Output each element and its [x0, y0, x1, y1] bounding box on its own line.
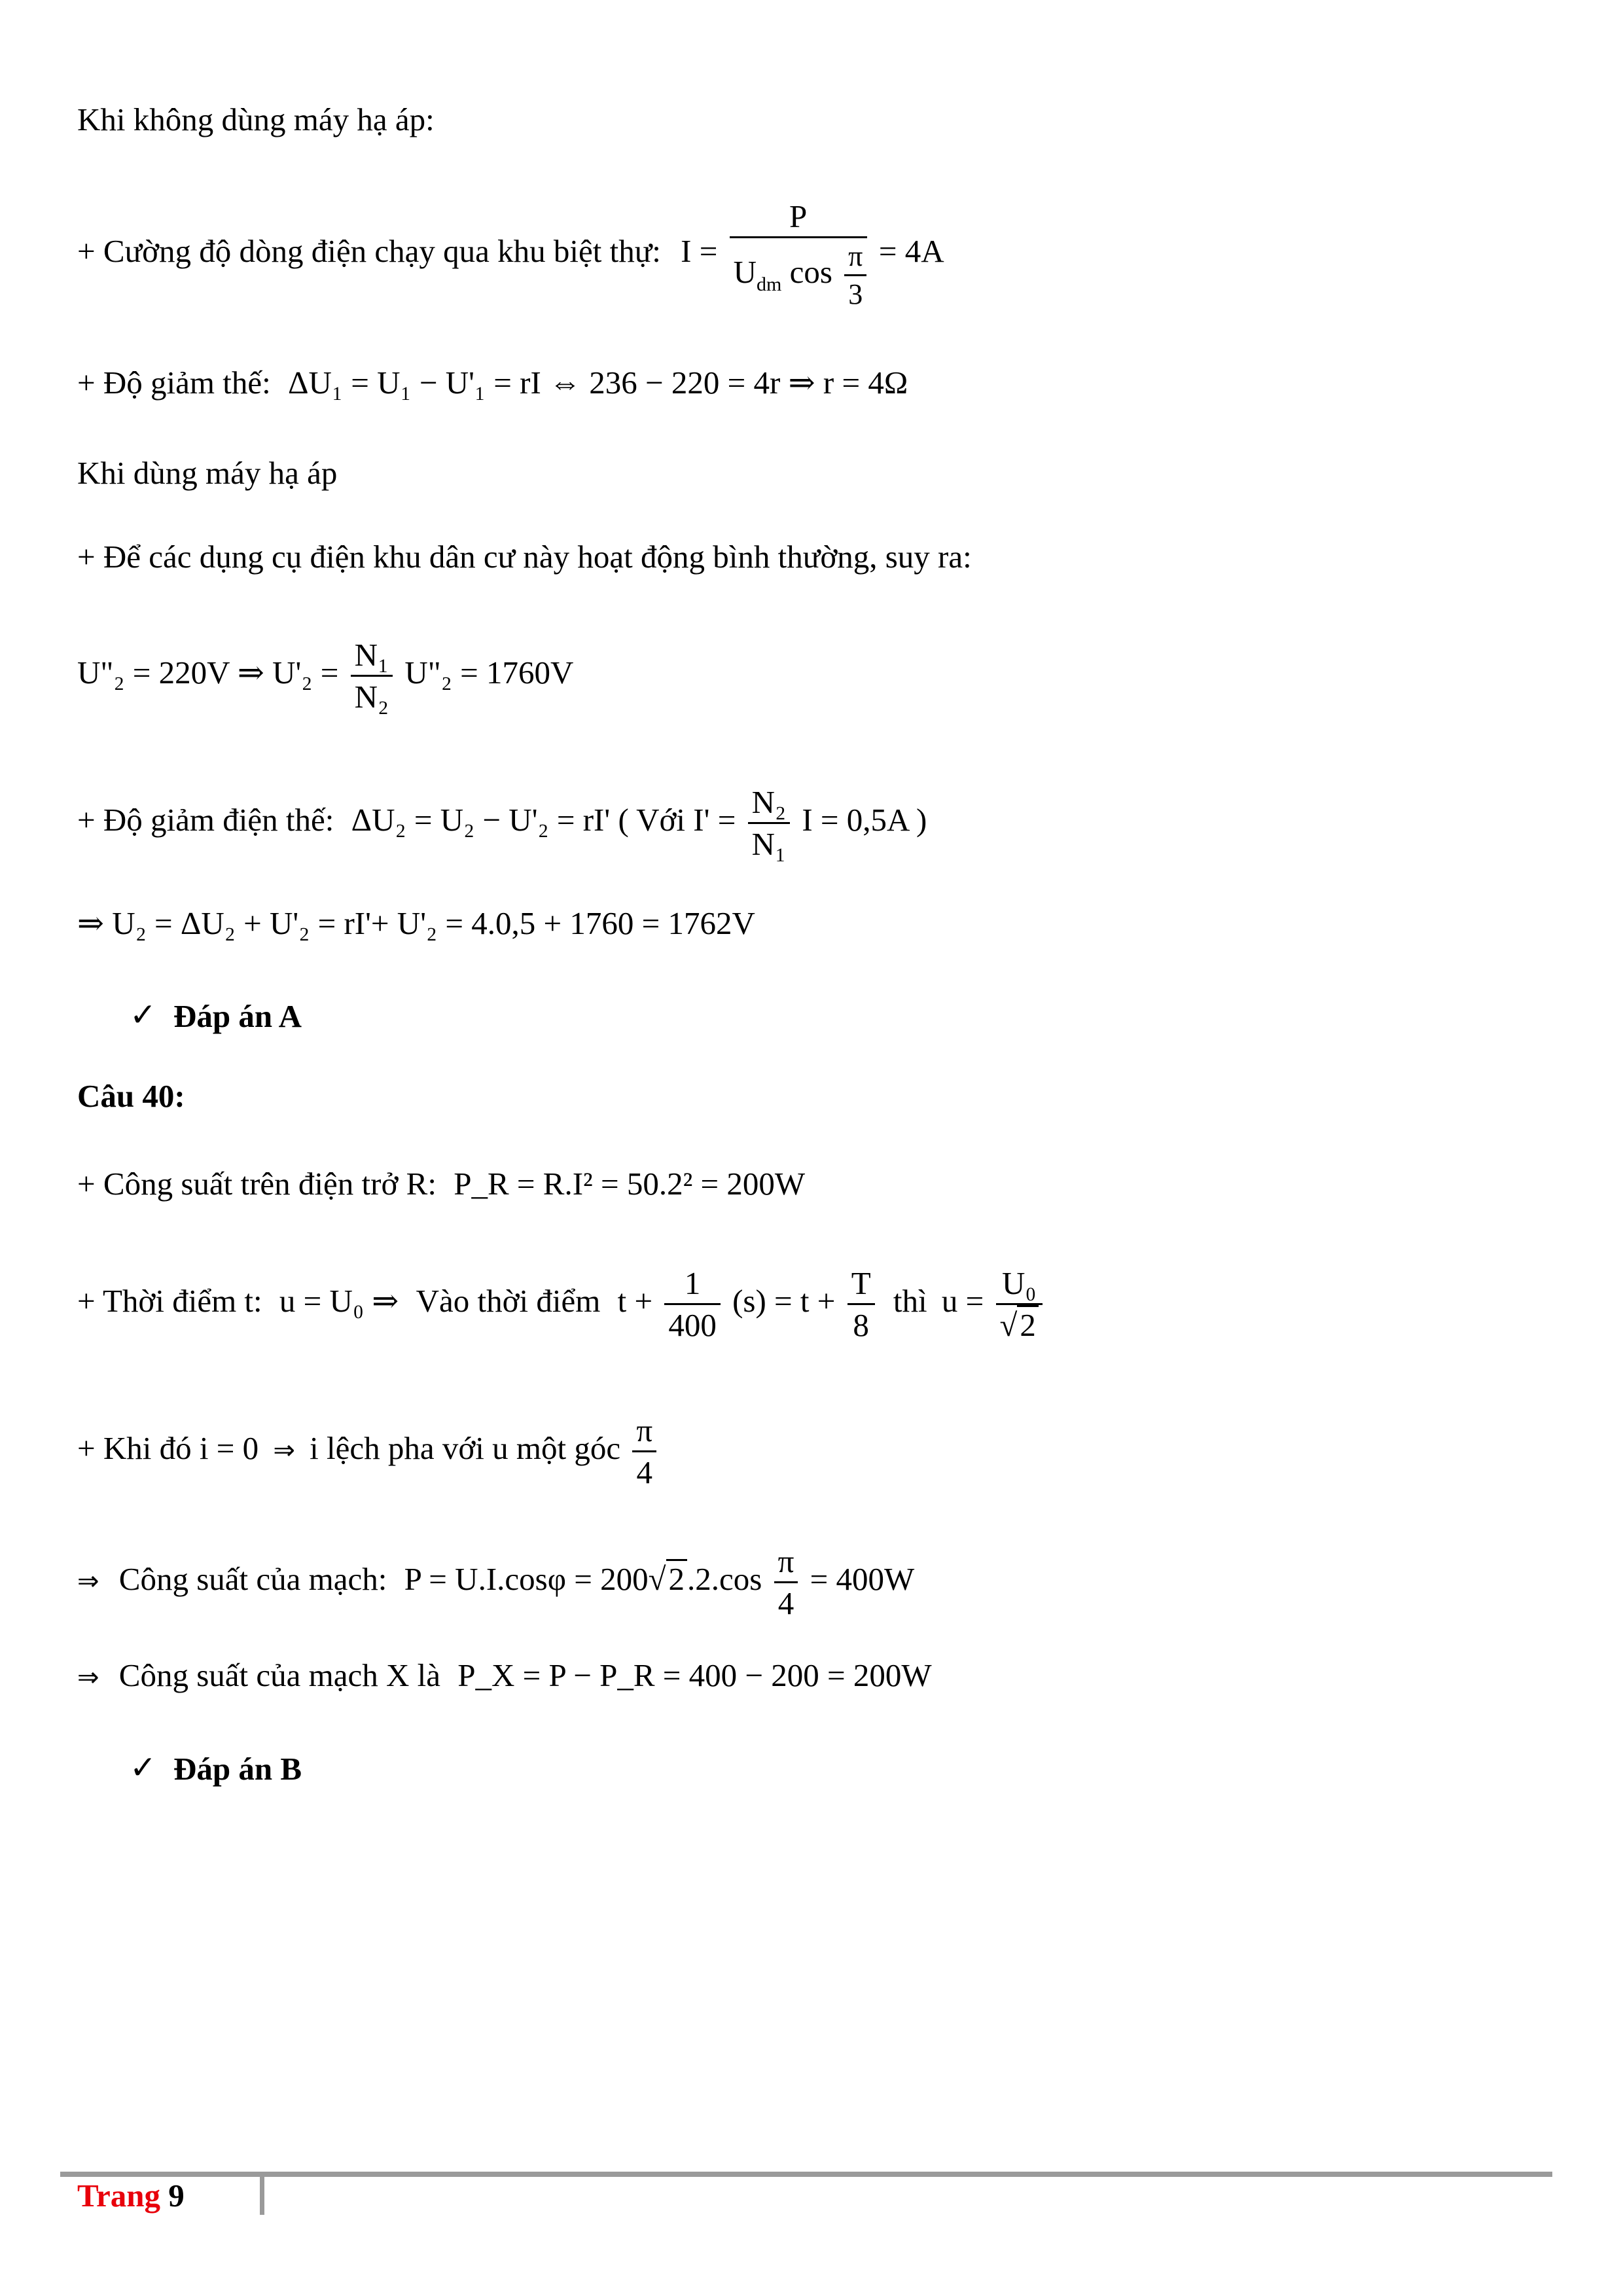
sqrt-radicand: 2	[666, 1559, 688, 1597]
pi-over-4-cos	[774, 1541, 798, 1624]
x-power-formula: P_X = P − P_R = 400 − 200 = 200W	[457, 1657, 932, 1693]
check-icon: ✓	[130, 1749, 157, 1786]
u0-over-sqrt2	[996, 1263, 1043, 1346]
implies-arrow-icon: ⇒	[273, 1435, 295, 1465]
x-power-line	[77, 1659, 932, 1691]
page-number: 9	[168, 2178, 185, 2214]
cos-num: π	[774, 1541, 798, 1583]
time-label: + Thời điểm t:	[77, 1283, 262, 1319]
n2-over-n1	[748, 782, 790, 865]
power-r-line	[77, 1168, 805, 1200]
footer-label: Trang	[77, 2178, 161, 2214]
n2: N₂	[354, 679, 389, 715]
time-part2: (s) = t +	[732, 1283, 836, 1319]
current-fraction	[730, 196, 867, 312]
drop2-line	[77, 782, 927, 865]
drop1-line	[77, 367, 908, 399]
pi-over-4	[632, 1410, 656, 1493]
u2-line	[77, 635, 573, 717]
power-r-label: + Công suất trên điện trở R:	[77, 1166, 437, 1202]
circuit-power-part3: = 400W	[810, 1561, 915, 1597]
footer-rule	[60, 2172, 1552, 2177]
frac2-den: 8	[853, 1307, 869, 1344]
phase-text: i lệch pha với u một góc	[310, 1430, 621, 1466]
one-over-400	[664, 1263, 721, 1346]
answer-b: Đáp án B	[173, 1751, 302, 1787]
time-mid: Vào thời điểm	[416, 1283, 601, 1319]
page-footer	[77, 2177, 185, 2214]
frac1-num: 1	[664, 1263, 721, 1305]
time-t-plus: t +	[617, 1283, 653, 1319]
heading-no-transformer: Khi không dùng máy hạ áp:	[77, 101, 435, 137]
frac2-num: T	[847, 1263, 875, 1305]
t-over-8	[847, 1263, 875, 1346]
circuit-power-part1: P = U.I.cosφ = 200	[404, 1561, 649, 1597]
den-cos: cos	[789, 254, 832, 290]
implies-arrow-icon: ⇒	[77, 1662, 99, 1693]
time-part1: u = U₀ ⇒	[279, 1283, 399, 1319]
power-r-formula: P_R = R.I² = 50.2² = 200W	[454, 1166, 806, 1202]
u2-part2: U"₂ = 1760V	[404, 655, 574, 691]
phase-num: π	[632, 1410, 656, 1452]
x-power-label: Công suất của mạch X là	[118, 1657, 440, 1693]
current-label: + Cường độ dòng điện chạy qua khu biệt thự:	[77, 232, 661, 269]
circuit-power-part2: .2.cos	[687, 1561, 762, 1597]
sqrt-icon: √2	[1000, 1305, 1039, 1345]
sqrt-icon: √2	[649, 1563, 687, 1595]
time-u-eq: u =	[941, 1283, 984, 1319]
frac3-den	[996, 1305, 1043, 1345]
three-den: 3	[848, 278, 863, 311]
pi-num: π	[844, 238, 866, 276]
cos-den: 4	[777, 1585, 794, 1622]
n1-den: N₁	[751, 826, 787, 863]
current-lhs: I =	[681, 232, 718, 269]
den-sub: dm	[757, 274, 782, 295]
footer-divider	[260, 2174, 264, 2215]
frac1-den: 400	[668, 1307, 717, 1344]
phase-den: 4	[636, 1454, 653, 1491]
drop2-part1: ΔU₂ = U₂ − U'₂ = rI' ( Với I' =	[351, 802, 736, 838]
answer-a: Đáp án A	[173, 998, 302, 1034]
phase-label: + Khi đó i = 0	[77, 1430, 259, 1466]
question-40-title: Câu 40:	[77, 1078, 185, 1114]
pi-over-3	[844, 238, 866, 312]
current-num: P	[730, 196, 867, 238]
time-line	[77, 1263, 1046, 1346]
check-icon: ✓	[130, 996, 157, 1033]
u2-part1: U"₂ = 220V ⇒ U'₂ =	[77, 655, 339, 691]
circuit-power-line	[77, 1541, 914, 1624]
n1-over-n2	[351, 635, 393, 717]
drop1-label: + Độ giảm thế:	[77, 365, 271, 401]
drop2-part2: I = 0,5A )	[802, 802, 927, 838]
sqrt-radicand: 2	[1017, 1305, 1039, 1343]
implies-arrow-icon: ⇒	[77, 1566, 99, 1596]
phase-line	[77, 1410, 660, 1493]
current-line	[77, 196, 944, 312]
time-thi: thì	[893, 1283, 927, 1319]
den-u: U	[733, 254, 757, 290]
drop2-label: + Độ giảm điện thế:	[77, 802, 334, 838]
n1: N₁	[351, 635, 393, 677]
current-result: = 4A	[878, 232, 944, 269]
n2-num: N₂	[748, 782, 790, 824]
circuit-power-label: Công suất của mạch:	[118, 1561, 387, 1597]
frac3-num: U₀	[996, 1263, 1043, 1305]
condition-line: + Để các dụng cụ điện khu dân cư này hoạt động bình thường, suy ra:	[77, 539, 972, 575]
drop1-formula: ΔU₁ = U₁ − U'₁ = rI ⇔ 236 − 220 = 4r ⇒ r = 4Ω	[287, 365, 908, 401]
current-den	[730, 238, 867, 312]
heading-with-transformer: Khi dùng máy hạ áp	[77, 455, 338, 491]
u2-result-line: ⇒ U₂ = ΔU₂ + U'₂ = rI'+ U'₂ = 4.0,5 + 1760 = 1762V	[77, 905, 755, 941]
